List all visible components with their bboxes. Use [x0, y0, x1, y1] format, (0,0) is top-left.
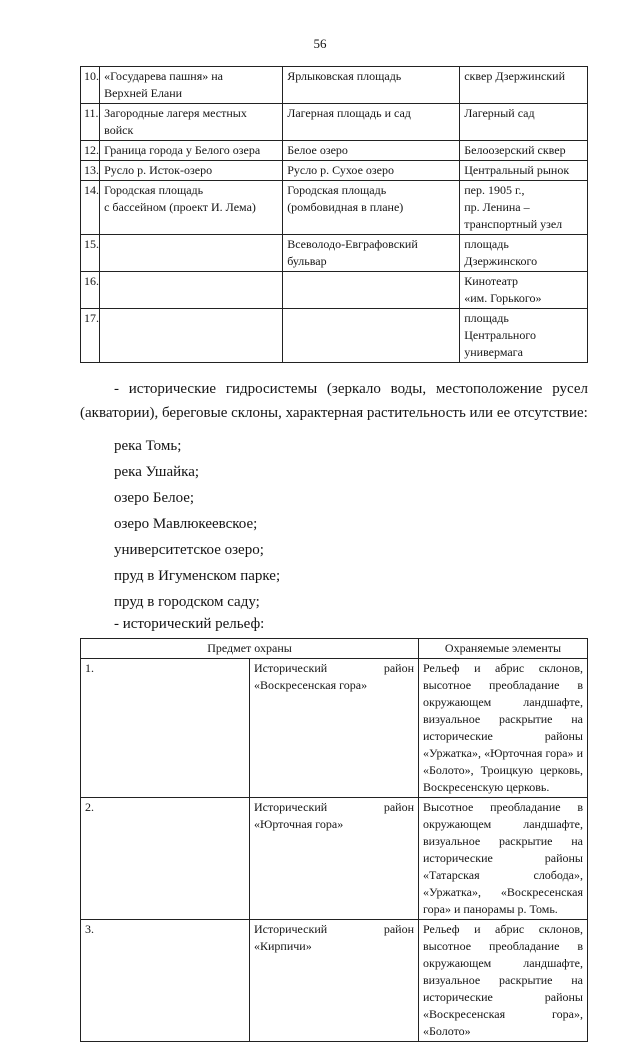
historical-object-cell: [100, 141, 283, 161]
cell-text: универмага: [464, 345, 523, 359]
cell-text: Центрального: [464, 328, 536, 342]
modern-object-cell: [460, 181, 588, 235]
cell-text: Всеволодо-Евграфовский: [287, 237, 418, 251]
cell-text: Исторический район: [254, 661, 414, 675]
historical-object-cell: [100, 104, 283, 141]
row-number: 17.: [81, 309, 100, 363]
modern-object-cell: [460, 67, 588, 104]
cell-text: «им. Горького»: [464, 291, 542, 305]
cell-text: транспортный узел: [464, 217, 563, 231]
cell-text: Белое озеро: [287, 143, 348, 157]
cell-text: «Воскресенская гора»: [254, 678, 368, 692]
cell-text: пер. 1905 г.,: [464, 183, 525, 197]
cell-text: «Юрточная гора»: [254, 817, 344, 831]
cell-text: «Государева пашня» на: [104, 69, 223, 83]
cell-text: Верхней Елани: [104, 86, 183, 100]
plan-object-cell: [283, 235, 460, 272]
cell-text: Лагерный сад: [464, 106, 535, 120]
cell-text: Исторический район: [254, 922, 414, 936]
protected-elements-cell: Рельеф и абрис склонов, высотное преобладание в окружающем ландшафте, визуальное раскрытие на исторические районы «Воскресенская гора», «Болото»: [419, 920, 588, 1042]
table-row: [81, 235, 588, 272]
table-row: [81, 141, 588, 161]
cell-text: Граница города у Белого озера: [104, 143, 261, 157]
table-row: [81, 309, 588, 363]
row-number: 12.: [81, 141, 100, 161]
row-number: 14.: [81, 181, 100, 235]
cell-text: Ярлыковская площадь: [287, 69, 402, 83]
cell-text: Кинотеатр: [464, 274, 519, 288]
plan-object-cell: [283, 67, 460, 104]
plan-object-cell: [283, 104, 460, 141]
cell-text: Дзержинского: [464, 254, 538, 268]
header-subject: Предмет охраны: [81, 639, 419, 659]
cell-text: Лагерная площадь и сад: [287, 106, 411, 120]
intro-paragraph: - исторические гидросистемы (зеркало воды, местоположение русел (акватории), береговые склоны, характерная растительность или ее отсутствие:: [80, 381, 588, 421]
list-item: озеро Белое;: [114, 490, 195, 506]
plan-object-cell: [283, 309, 460, 363]
historical-object-cell: [100, 235, 283, 272]
cell-text: пр. Ленина –: [464, 200, 530, 214]
table-row: [81, 659, 588, 798]
historical-object-cell: [100, 67, 283, 104]
plan-object-cell: [283, 161, 460, 181]
modern-object-cell: [460, 161, 588, 181]
protected-subject-cell: [250, 920, 419, 1042]
table-row: [81, 798, 588, 920]
cell-text: Русло р. Исток-озеро: [104, 163, 213, 177]
page-number: 56: [313, 36, 327, 51]
cell-text: площадь: [464, 237, 509, 251]
plan-object-cell: [283, 272, 460, 309]
list-item: пруд в Игуменском парке;: [114, 568, 281, 584]
historical-object-cell: [100, 309, 283, 363]
row-number: 3.: [81, 920, 250, 1042]
list-item: река Томь;: [114, 438, 182, 454]
row-number: 16.: [81, 272, 100, 309]
cell-text: Исторический район: [254, 800, 414, 814]
list-item: - исторический рельеф:: [114, 616, 265, 632]
plan-object-cell: [283, 141, 460, 161]
cell-text: бульвар: [287, 254, 327, 268]
row-number: 15.: [81, 235, 100, 272]
table-row: [81, 920, 588, 1042]
table-row: [81, 272, 588, 309]
protected-elements-cell: Рельеф и абрис склонов, высотное преобладание в окружающем ландшафте, визуальное раскрытие на исторические районы «Уржатка», «Юрточная гора» и «Болото», Троицкую церковь, Воскресенскую церковь.: [419, 659, 588, 798]
cell-text: Загородные лагеря местных: [104, 106, 247, 120]
cell-text: Городская площадь: [287, 183, 387, 197]
cell-text: Русло р. Сухое озеро: [287, 163, 394, 177]
historical-object-cell: [100, 161, 283, 181]
modern-object-cell: [460, 235, 588, 272]
historical-object-cell: [100, 272, 283, 309]
cell-text: Городская площадь: [104, 183, 204, 197]
table-row: [81, 67, 588, 104]
list-item: пруд в городском саду;: [114, 594, 260, 610]
table-header-row: [81, 639, 588, 659]
list-item: река Ушайка;: [114, 464, 200, 480]
cell-text: (ромбовидная в плане): [287, 200, 404, 214]
row-number: 13.: [81, 161, 100, 181]
protected-elements-cell: Высотное преобладание в окружающем ландшафте, визуальное раскрытие на исторические районы «Татарская слобода», «Уржатка», «Воскресенская гора» и панорамы р. Томь.: [419, 798, 588, 920]
table-row: [81, 104, 588, 141]
protected-subject-cell: [250, 798, 419, 920]
table-row: [81, 161, 588, 181]
table-landmarks: [80, 66, 588, 363]
row-number: 2.: [81, 798, 250, 920]
header-elements: Охраняемые элементы: [419, 639, 588, 659]
cell-text: Белоозерский сквер: [464, 143, 566, 157]
table-row: [81, 181, 588, 235]
cell-text: сквер Дзержинский: [464, 69, 565, 83]
plan-object-cell: [283, 181, 460, 235]
cell-text: войск: [104, 123, 134, 137]
modern-object-cell: [460, 272, 588, 309]
historical-object-cell: [100, 181, 283, 235]
modern-object-cell: [460, 309, 588, 363]
table-relief: [80, 638, 588, 1042]
row-number: 1.: [81, 659, 250, 798]
cell-text: «Кирпичи»: [254, 939, 312, 953]
row-number: 11.: [81, 104, 100, 141]
list-item: озеро Мавлюкеевское;: [114, 516, 258, 532]
list-item: университетское озеро;: [114, 542, 264, 558]
cell-text: с бассейном (проект И. Лема): [104, 200, 256, 214]
cell-text: площадь: [464, 311, 509, 325]
modern-object-cell: [460, 104, 588, 141]
protected-subject-cell: [250, 659, 419, 798]
modern-object-cell: [460, 141, 588, 161]
cell-text: Центральный рынок: [464, 163, 570, 177]
row-number: 10.: [81, 67, 100, 104]
